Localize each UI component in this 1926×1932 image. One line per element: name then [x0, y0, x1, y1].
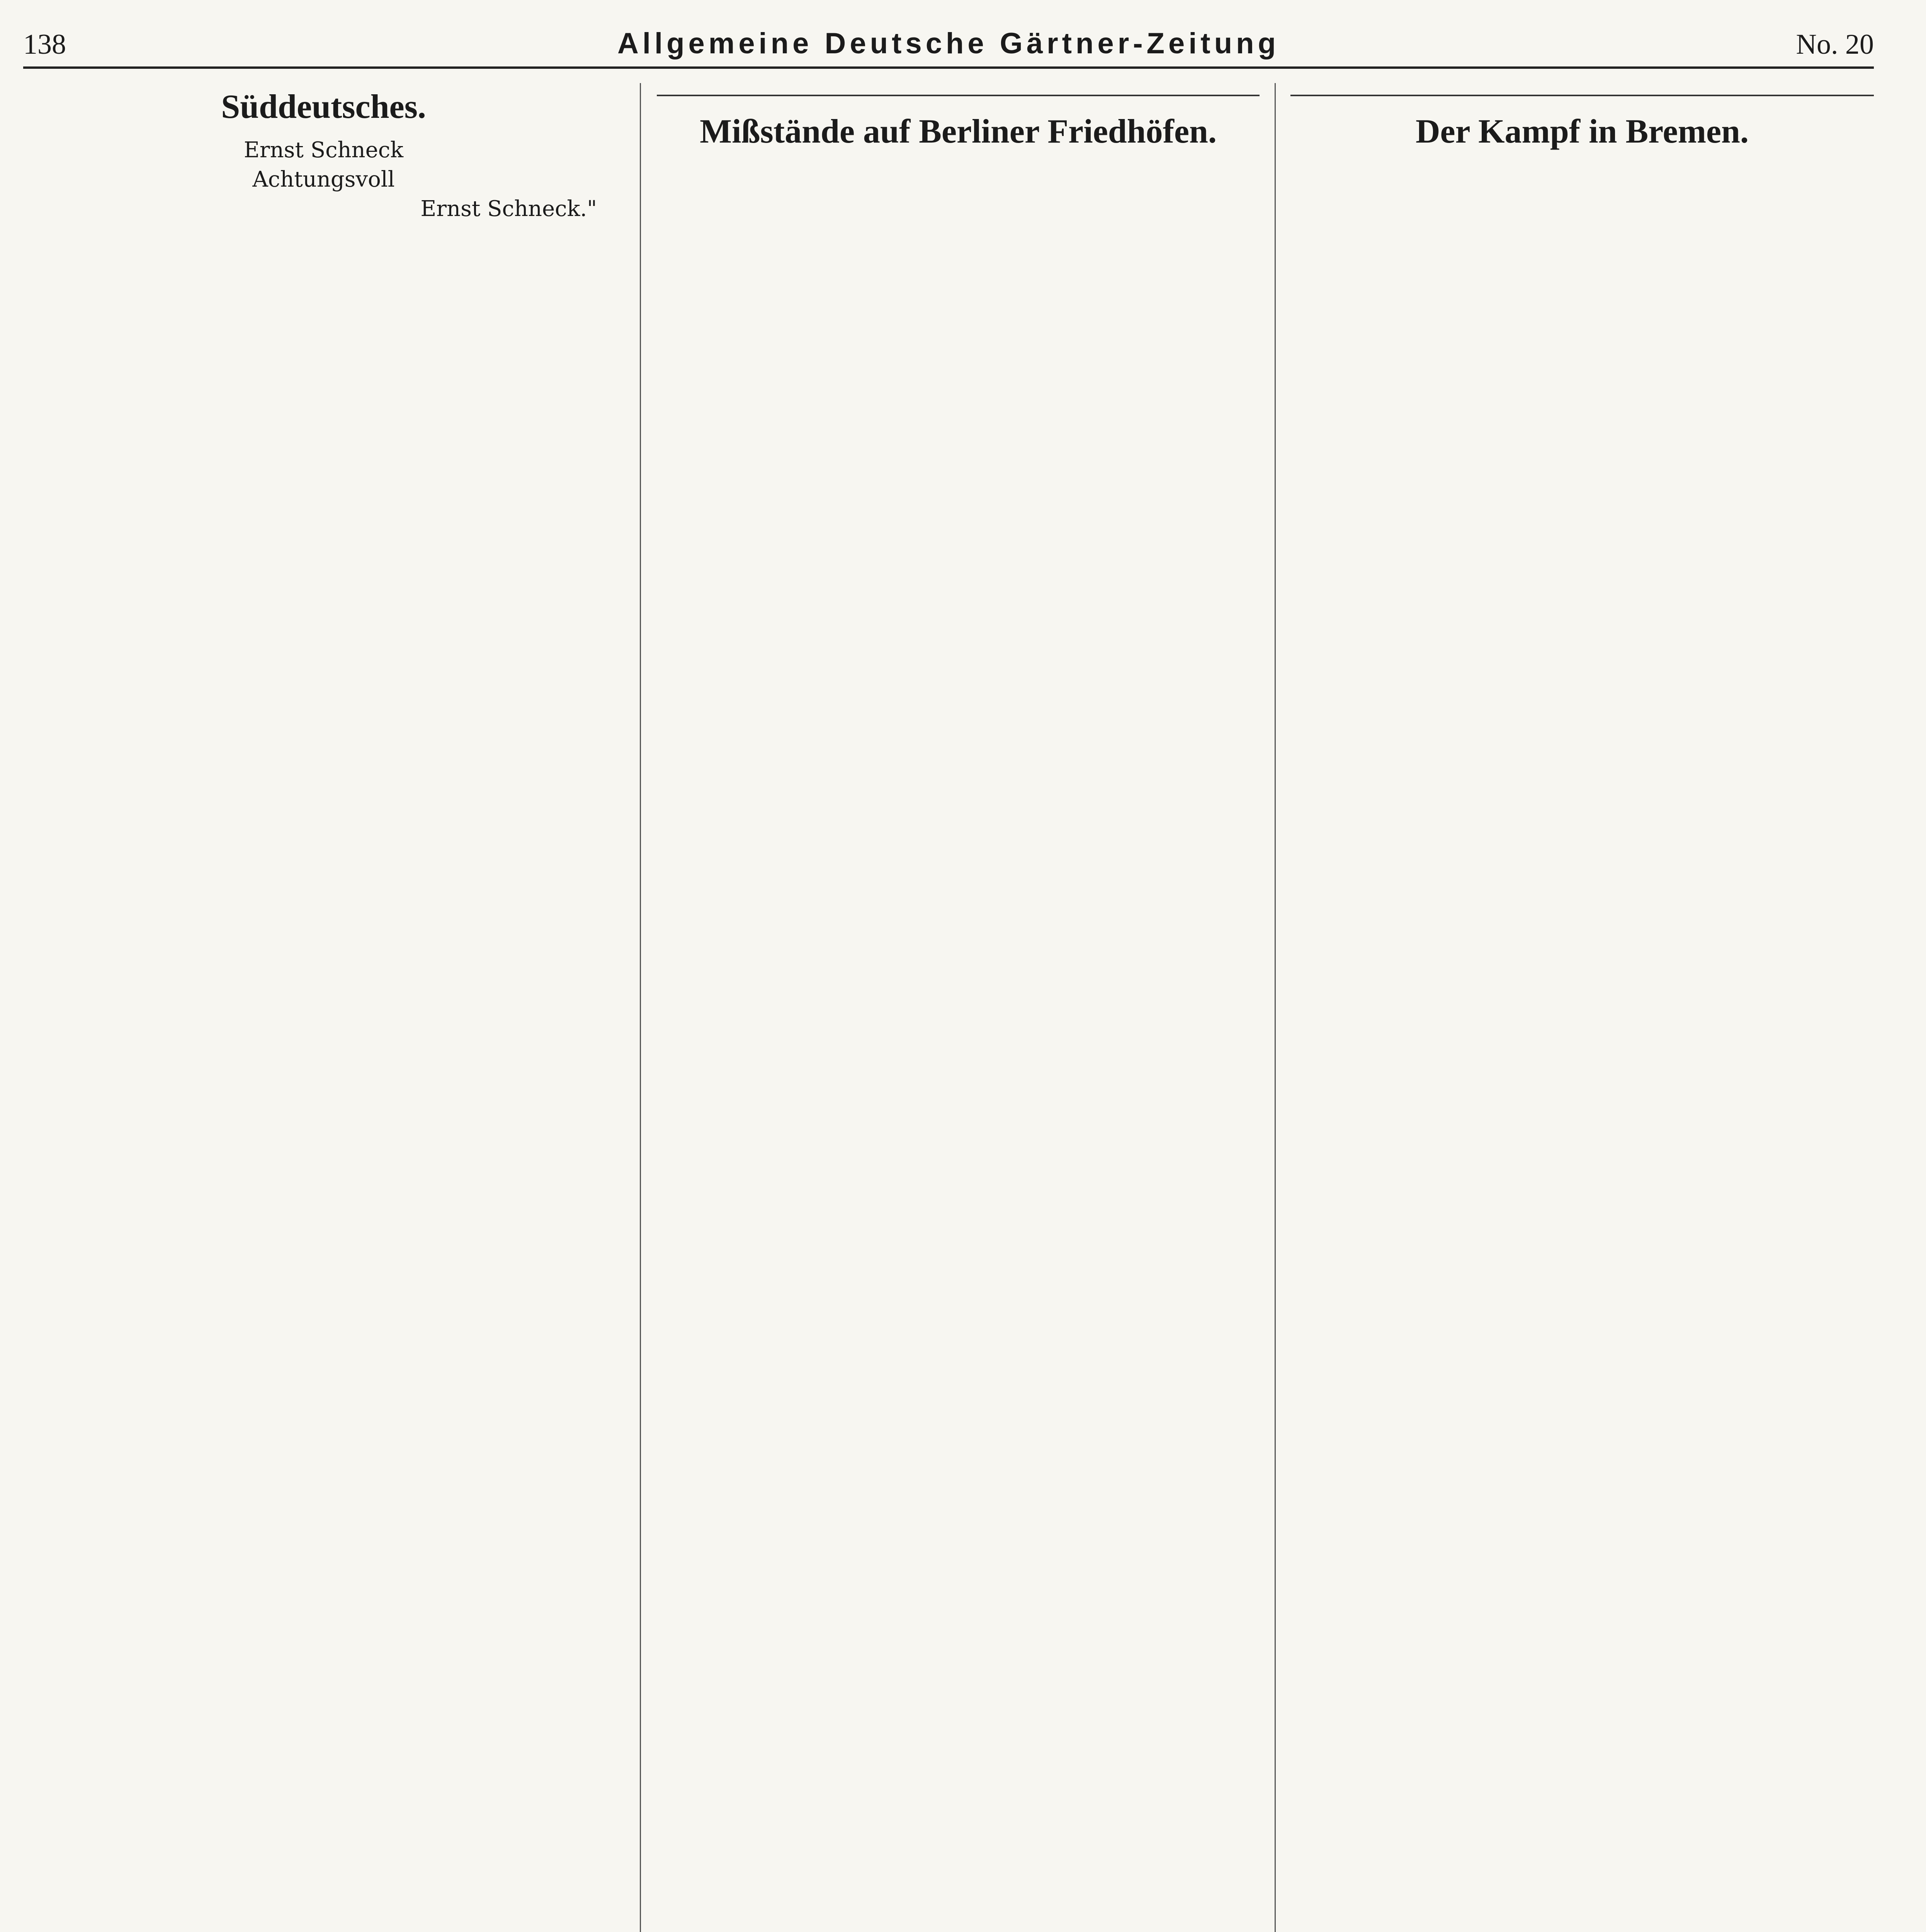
article-heading-sueddeutsches: Süddeutsches. [221, 88, 426, 126]
masthead [23, 21, 1874, 68]
page-number: 138 [23, 29, 66, 60]
article-divider [657, 95, 1260, 96]
article-heading-bremen: Der Kampf in Bremen. [1416, 113, 1749, 150]
article-column-1 [23, 83, 624, 1932]
issue-number: No. 20 [1796, 29, 1874, 60]
closing-signature: Ernst Schneck." [420, 196, 597, 221]
article-heading-friedhoefe: Mißstände auf Berliner Friedhöfen. [700, 113, 1217, 150]
closing-salutation: Achtungsvoll [252, 167, 395, 192]
masthead-rule [23, 66, 1874, 69]
signer: Ernst Schneck [243, 138, 404, 163]
column-divider [1275, 83, 1276, 1932]
article-divider [1290, 95, 1874, 96]
newspaper-title: Allgemeine Deutsche Gärtner-Zeitung [617, 27, 1280, 60]
column-divider [640, 83, 641, 1932]
article-column-2 [657, 83, 1260, 1932]
article-column-3 [1290, 83, 1874, 1932]
